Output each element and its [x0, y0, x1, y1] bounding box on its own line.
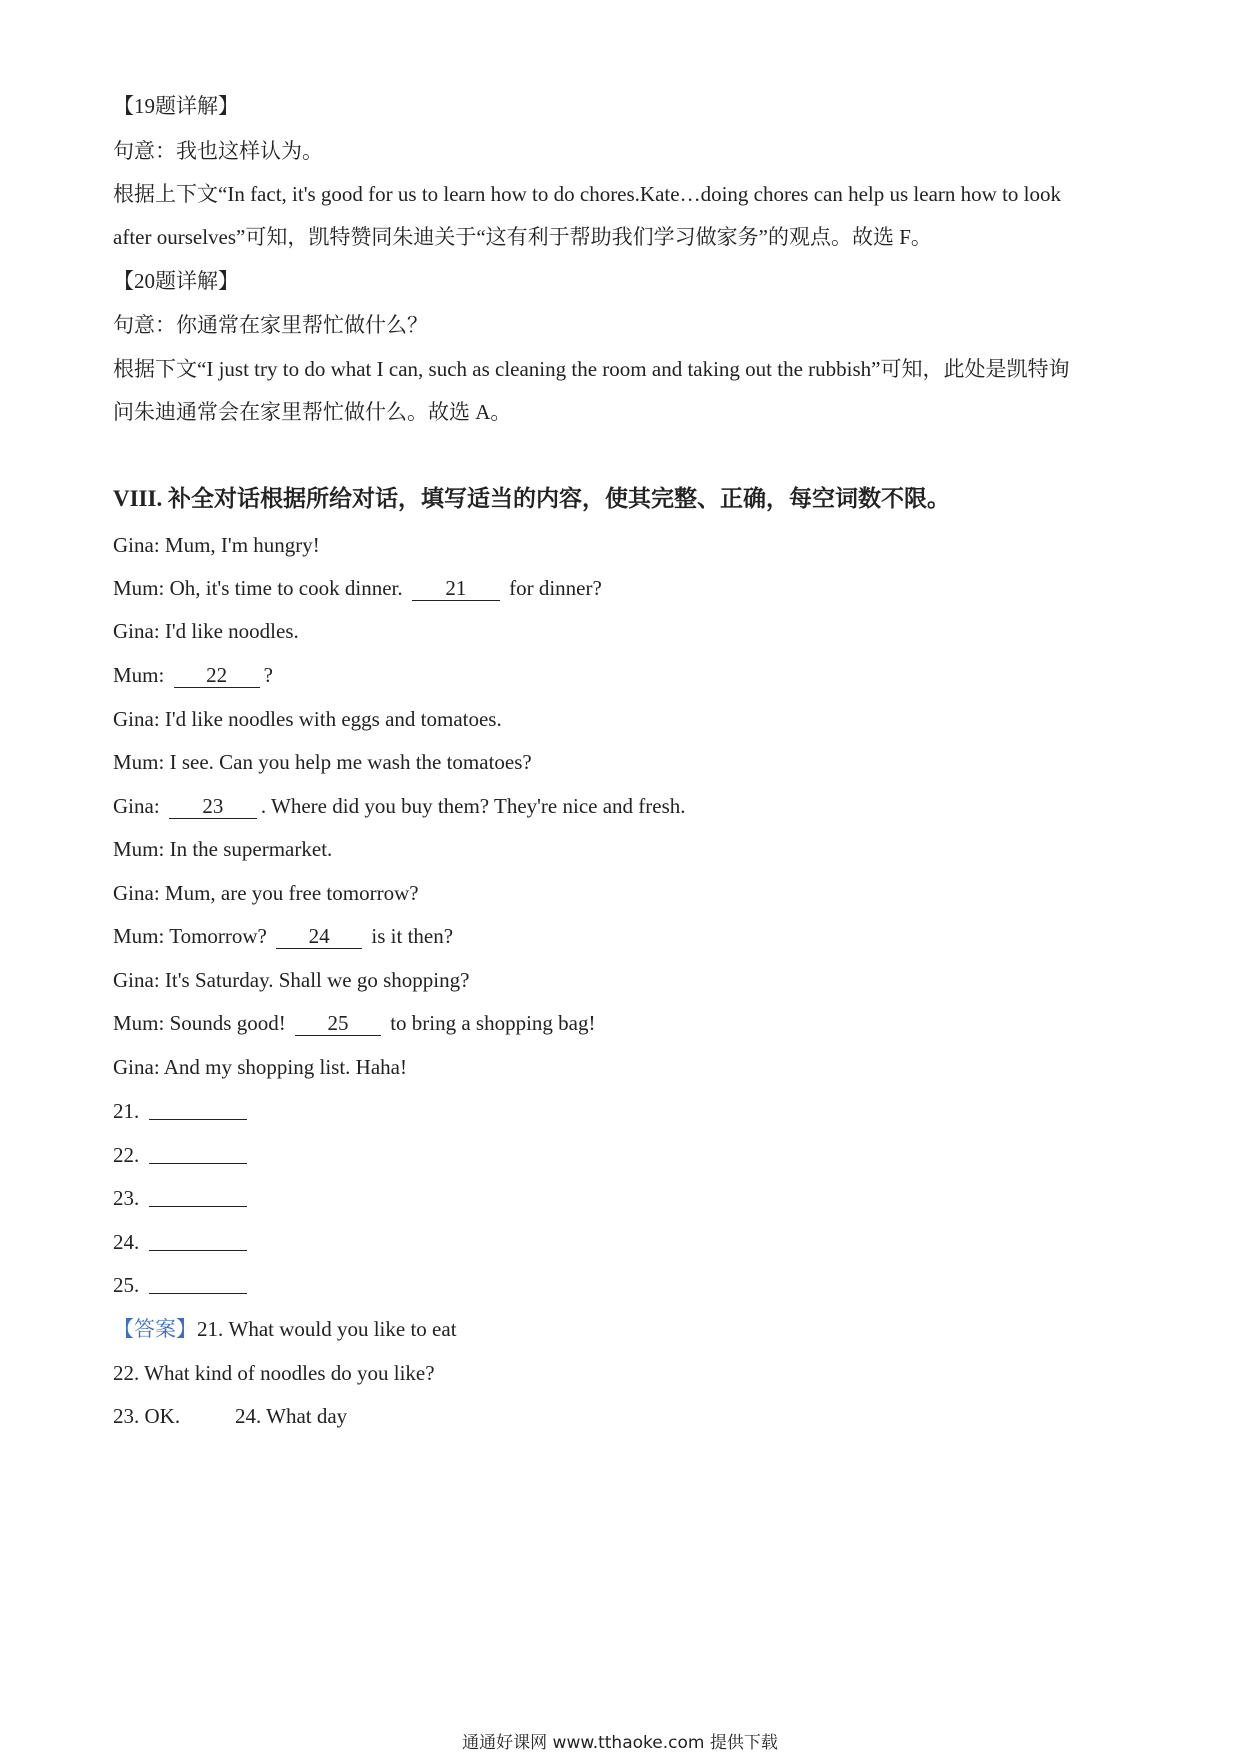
answer-22: 22. What kind of noodles do you like? — [113, 1361, 435, 1385]
dialogue-line — [113, 792, 686, 820]
sec20-explain-line2: 问朱迪通常会在家里帮忙做什么。故选 A。 — [113, 400, 512, 424]
section-heading: VIII. 补全对话根据所给对话，填写适当的内容，使其完整、正确，每空词数不限。 — [113, 486, 950, 511]
dialogue-blank-25: 25 — [295, 1011, 381, 1036]
question-item — [113, 1097, 247, 1125]
dialogue-blank-23: 23 — [169, 794, 257, 819]
answer-blank[interactable] — [149, 1099, 247, 1120]
dialogue-line — [113, 574, 602, 602]
dialogue-text: is it then? — [371, 924, 454, 948]
dialogue-line — [113, 661, 273, 689]
question-number: 22. — [113, 1143, 140, 1167]
dialogue-text: Mum: — [113, 663, 165, 687]
answer-blank[interactable] — [149, 1273, 247, 1294]
question-item — [113, 1184, 247, 1212]
dialogue-line — [113, 1009, 596, 1037]
dialogue-blank-22: 22 — [174, 663, 260, 688]
answer-blank[interactable] — [149, 1186, 247, 1207]
dialogue-line: Gina: I'd like noodles. — [113, 619, 299, 643]
dialogue-text: Mum: Sounds good! — [113, 1011, 286, 1035]
dialogue-line: Mum: I see. Can you help me wash the tomatoes? — [113, 750, 532, 774]
question-number: 24. — [113, 1230, 140, 1254]
dialogue-line: Gina: Mum, I'm hungry! — [113, 533, 320, 557]
dialogue-text: Mum: Oh, it's time to cook dinner. — [113, 576, 403, 600]
dialogue-line: Gina: I'd like noodles with eggs and tomatoes. — [113, 707, 502, 731]
page-footer: 通通好课网 www.tthaoke.com 提供下载 — [462, 1733, 778, 1753]
sec19-title: 【19题详解】 — [113, 94, 239, 118]
dialogue-blank-21: 21 — [412, 576, 500, 601]
dialogue-text: . Where did you buy them? They're nice and fresh. — [260, 794, 686, 818]
sec19-explain-line1: 根据上下文“In fact, it's good for us to learn how to do chores.Kate…doing chores can help us learn how to look — [113, 182, 1061, 206]
question-number: 25. — [113, 1273, 140, 1297]
dialogue-text: ? — [263, 663, 273, 687]
sec19-meaning: 句意：我也这样认为。 — [113, 139, 323, 163]
dialogue-text: for dinner? — [509, 576, 602, 600]
dialogue-text: to bring a shopping bag! — [390, 1011, 596, 1035]
dialogue-text: Mum: Tomorrow? — [113, 924, 267, 948]
dialogue-line: Gina: Mum, are you free tomorrow? — [113, 881, 419, 905]
sec20-title: 【20题详解】 — [113, 269, 239, 293]
dialogue-text: Gina: — [113, 794, 160, 818]
question-item — [113, 1271, 247, 1299]
sec20-explain-line1: 根据下文“I just try to do what I can, such as cleaning the room and taking out the rubbish”可知，此处是凯特询 — [113, 357, 1070, 381]
answer-tag: 【答案】 — [113, 1317, 197, 1341]
question-item — [113, 1228, 247, 1256]
question-number: 21. — [113, 1099, 140, 1123]
dialogue-line: Mum: In the supermarket. — [113, 837, 333, 861]
dialogue-line: Gina: And my shopping list. Haha! — [113, 1055, 407, 1079]
answer-blank[interactable] — [149, 1143, 247, 1164]
answer-line — [113, 1315, 457, 1343]
question-item — [113, 1141, 247, 1169]
answer-21: 21. What would you like to eat — [197, 1317, 457, 1341]
answer-blank[interactable] — [149, 1230, 247, 1251]
answer-line — [113, 1402, 347, 1430]
answer-24: 24. What day — [235, 1404, 348, 1428]
dialogue-line — [113, 922, 453, 950]
question-number: 23. — [113, 1186, 140, 1210]
sec20-meaning: 句意：你通常在家里帮忙做什么？ — [113, 313, 428, 337]
sec19-explain-line2: after ourselves”可知，凯特赞同朱迪关于“这有利于帮助我们学习做家务”的观点。故选 F。 — [113, 225, 932, 249]
answer-23: 23. OK. — [113, 1404, 181, 1428]
dialogue-line: Gina: It's Saturday. Shall we go shopping? — [113, 968, 470, 992]
dialogue-blank-24: 24 — [276, 924, 362, 949]
